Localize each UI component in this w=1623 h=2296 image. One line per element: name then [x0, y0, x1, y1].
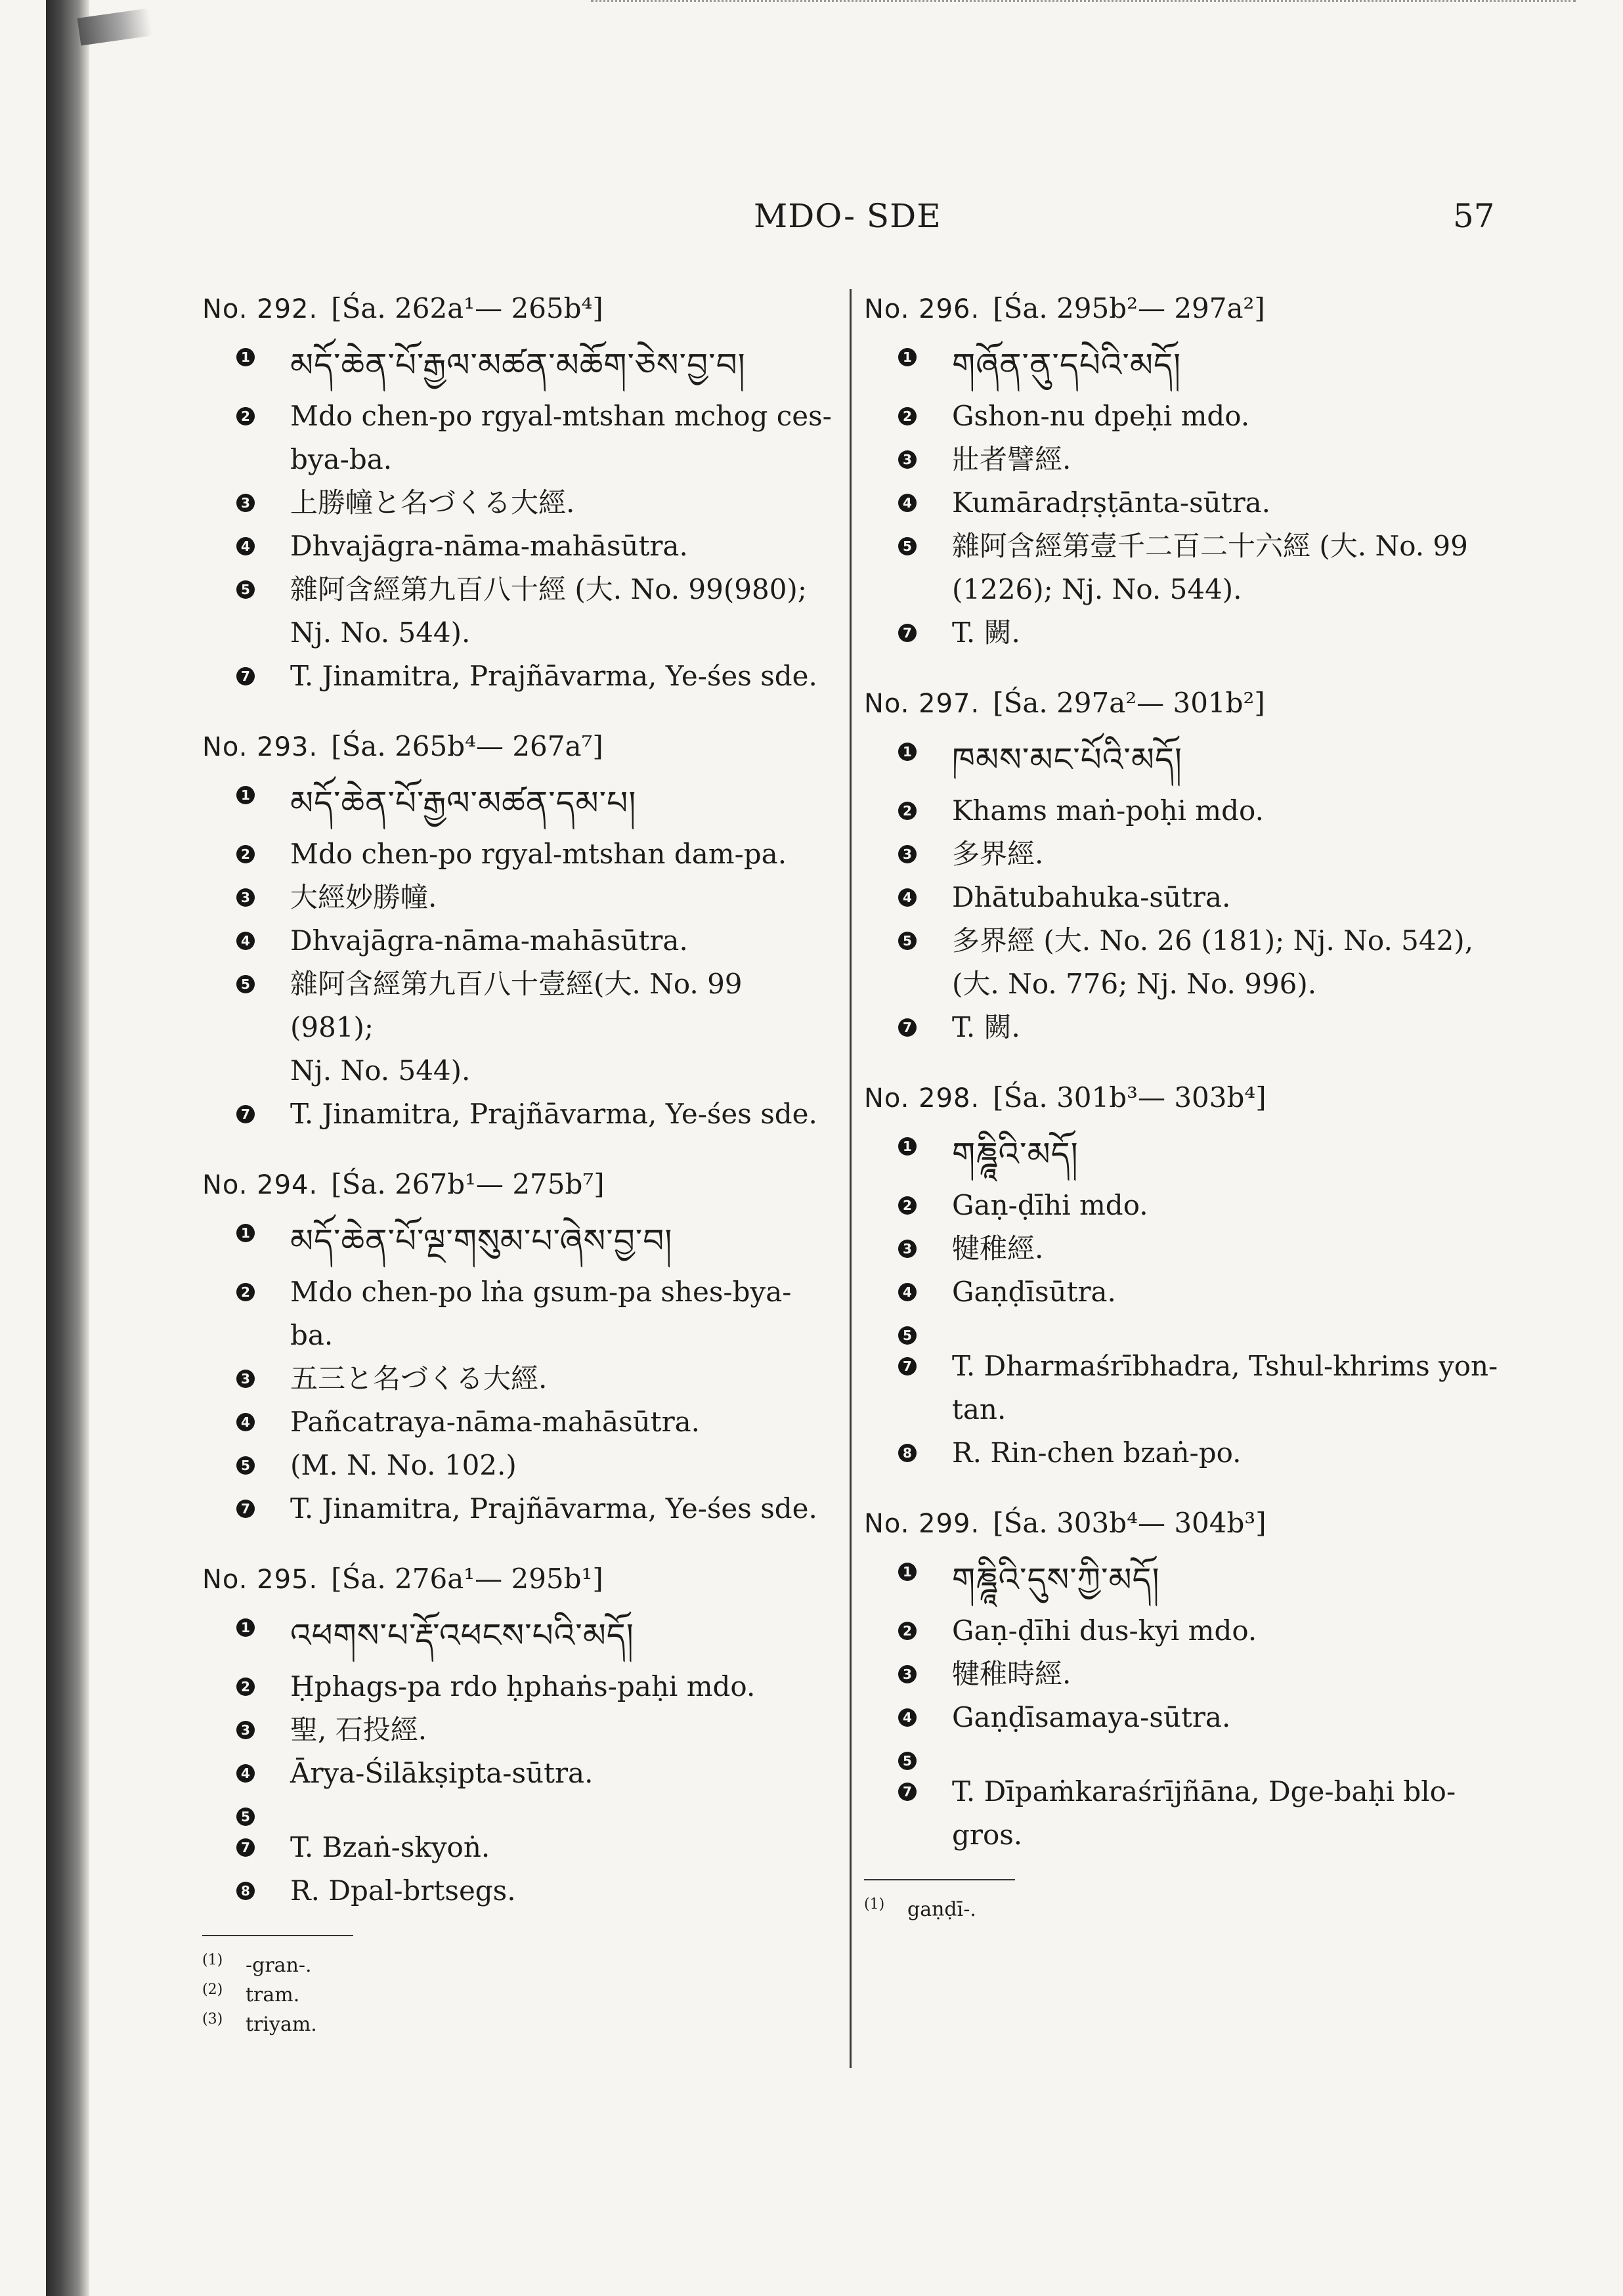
circled-number-marker: 5 — [898, 537, 917, 555]
entry-field — [864, 876, 1507, 919]
entry-field — [202, 1665, 833, 1708]
circled-number-marker: 8 — [236, 1882, 255, 1900]
footnote-mark: (1) — [202, 1952, 223, 1968]
field-text: T. Jinamitra, Prajñāvarma, Ye-śes sde. — [290, 1492, 817, 1525]
field-text: Dhvajāgra-nāma-mahāsūtra. — [290, 530, 688, 562]
entry-field — [864, 789, 1507, 833]
circled-number-marker: 4 — [236, 1413, 255, 1431]
field-text: 五三と名づくる大經. — [290, 1362, 548, 1395]
entry-number: No. 299. — [864, 1509, 980, 1539]
footnote-rule — [202, 1935, 353, 1936]
entry-field — [202, 481, 833, 525]
circled-number-marker: 1 — [236, 786, 255, 804]
entry-folio-ref: [Śa. 303b⁴— 304b³] — [993, 1507, 1266, 1539]
entry-field — [864, 438, 1507, 481]
entry-field — [202, 1093, 833, 1136]
footnote — [202, 1980, 833, 2010]
circled-number-marker: 3 — [236, 1370, 255, 1388]
circled-number-marker: 2 — [236, 1678, 255, 1696]
footnote-mark: (2) — [202, 1982, 223, 1998]
circled-number-marker: 7 — [236, 1838, 255, 1857]
entry-number: No. 292. — [202, 294, 318, 324]
tibetan-title: མདོ་ཆེན་པོ་རྒྱལ་མཚན་དམ་པ། — [290, 784, 637, 822]
circled-number-marker: 1 — [898, 743, 917, 761]
entry-field — [864, 1006, 1507, 1049]
catalog-entry — [864, 1497, 1507, 1857]
entry-folio-ref: [Śa. 295b²— 297a²] — [993, 292, 1265, 324]
entry-number: No. 295. — [202, 1565, 318, 1595]
entry-number: No. 294. — [202, 1170, 318, 1200]
entry-field — [864, 1431, 1507, 1475]
footnote-mark: (3) — [202, 2011, 223, 2027]
entry-field — [864, 1609, 1507, 1653]
circled-number-marker: 5 — [898, 1752, 917, 1770]
entry-header — [202, 282, 833, 336]
circled-number-marker: 1 — [898, 348, 917, 366]
field-text: Khams maṅ-poḥi mdo. — [952, 794, 1264, 827]
entry-field — [202, 773, 833, 833]
field-text: Dhātubahuka-sūtra. — [952, 881, 1231, 913]
footnote-text: triyam. — [246, 2013, 317, 2036]
circled-number-marker: 3 — [236, 494, 255, 512]
field-text: Gaṇḍīsamaya-sūtra. — [952, 1701, 1231, 1733]
circled-number-marker: 7 — [236, 1500, 255, 1518]
left-column — [202, 282, 833, 2039]
circled-number-marker: 3 — [898, 1665, 917, 1683]
entry-field — [202, 1487, 833, 1530]
entry-header — [202, 720, 833, 773]
top-edge-rule — [591, 0, 1576, 4]
field-text: T. 闕. — [952, 617, 1020, 649]
circled-number-marker: 7 — [898, 624, 917, 642]
field-text: (M. N. No. 102.) — [290, 1449, 517, 1481]
entry-field — [202, 655, 833, 698]
entry-field — [864, 1227, 1507, 1270]
circled-number-marker: 5 — [236, 1456, 255, 1475]
circled-number-marker: 4 — [236, 1764, 255, 1783]
circled-number-marker: 1 — [898, 1563, 917, 1581]
entry-field — [864, 611, 1507, 655]
circled-number-marker: 2 — [236, 845, 255, 863]
field-text: 上勝幢と名づくる大經. — [290, 487, 575, 519]
circled-number-marker: 7 — [236, 1105, 255, 1123]
field-text: R. Rin-chen bzaṅ-po. — [952, 1437, 1242, 1469]
footnote — [864, 1895, 1507, 1924]
footnote-text: -gran-. — [246, 1954, 312, 1977]
circled-number-marker: 7 — [898, 1018, 917, 1037]
circled-number-marker: 3 — [898, 845, 917, 863]
field-text: 雜阿含經第九百八十經 (大. No. 99(980); Nj. No. 544). — [290, 573, 807, 649]
entry-field — [202, 1270, 833, 1357]
field-text: T. Jinamitra, Prajñāvarma, Ye-śes sde. — [290, 660, 817, 692]
entry-header — [864, 282, 1507, 336]
entry-field — [202, 525, 833, 568]
circled-number-marker: 3 — [236, 888, 255, 907]
entry-field — [864, 1770, 1507, 1857]
entry-field — [202, 876, 833, 919]
field-text: 大經妙勝幢. — [290, 881, 437, 913]
entry-field — [864, 1184, 1507, 1227]
circled-number-marker: 4 — [898, 1283, 917, 1301]
field-text: Ārya-Śilākṣipta-sūtra. — [290, 1757, 594, 1789]
entry-number: No. 296. — [864, 294, 980, 324]
entry-field — [864, 336, 1507, 395]
field-text: Mdo chen-po lṅa gsum-pa shes-bya-ba. — [290, 1276, 792, 1351]
circled-number-marker: 7 — [236, 667, 255, 685]
entry-field — [202, 336, 833, 395]
entry-folio-ref: [Śa. 276a¹— 295b¹] — [331, 1563, 603, 1595]
entry-field — [864, 1696, 1507, 1739]
tibetan-title: གཎྜཱིའི་མདོ། — [952, 1135, 1079, 1173]
circled-number-marker: 5 — [898, 932, 917, 950]
entry-field — [202, 1708, 833, 1752]
circled-number-marker: 2 — [236, 407, 255, 425]
field-text: 犍稚經. — [952, 1232, 1044, 1265]
field-text: 多界經 (大. No. 26 (181); Nj. No. 542), (大. No. 776; Nj. No. 996). — [952, 924, 1474, 1000]
entry-field — [202, 963, 833, 1093]
tibetan-title: མདོ་ཆེན་པོ་རྒྱལ་མཚན་མཆོག་ཅེས་བྱ་བ། — [290, 346, 746, 384]
circled-number-marker: 2 — [898, 802, 917, 820]
entry-field — [202, 1444, 833, 1487]
field-text: Kumāradṛṣṭānta-sūtra. — [952, 487, 1271, 519]
entry-number: No. 297. — [864, 689, 980, 719]
footnote-rule — [864, 1879, 1015, 1880]
entry-number: No. 298. — [864, 1083, 980, 1114]
entry-number: No. 293. — [202, 732, 318, 762]
circled-number-marker: 1 — [236, 348, 255, 366]
field-text: Pañcatraya-nāma-mahāsūtra. — [290, 1406, 701, 1438]
field-text: Mdo chen-po rgyal-mtshan mchog ces- bya-ba. — [290, 400, 832, 475]
field-text: Gaṇḍīsūtra. — [952, 1276, 1116, 1308]
circled-number-marker: 7 — [898, 1357, 917, 1375]
entry-field — [202, 1752, 833, 1795]
field-text: T. Dīpaṁkaraśrījñāna, Dge-baḥi blo-gros. — [952, 1775, 1456, 1851]
field-text: 雜阿含經第九百八十壹經(大. No. 99 (981); Nj. No. 544). — [290, 968, 743, 1087]
circled-number-marker: 5 — [236, 580, 255, 599]
entry-header — [202, 1553, 833, 1606]
circled-number-marker: 4 — [898, 888, 917, 907]
circled-number-marker: 2 — [898, 407, 917, 425]
footnote-text: tram. — [246, 1983, 300, 2006]
circled-number-marker: 4 — [236, 932, 255, 950]
entry-field — [864, 833, 1507, 876]
entry-field — [864, 481, 1507, 525]
footnote-text: gaṇḍī-. — [907, 1898, 976, 1921]
entry-field — [864, 1739, 1507, 1770]
entry-folio-ref: [Śa. 262a¹— 265b⁴] — [331, 292, 603, 324]
entry-field — [202, 833, 833, 876]
field-text: 多界經. — [952, 838, 1044, 870]
entry-header — [864, 677, 1507, 730]
entry-field — [202, 1211, 833, 1270]
entry-field — [864, 730, 1507, 789]
entry-field — [202, 568, 833, 655]
circled-number-marker: 4 — [898, 1708, 917, 1727]
tibetan-title: གཞོན་ནུ་དཔེའི་མདོ། — [952, 346, 1182, 384]
field-text: Ḥphags-pa rdo ḥphaṅs-paḥi mdo. — [290, 1670, 756, 1702]
field-text: 犍稚時經. — [952, 1658, 1071, 1690]
entry-field — [864, 395, 1507, 438]
footnote-mark: (1) — [864, 1896, 885, 1913]
entry-field — [864, 1270, 1507, 1314]
catalog-entry — [864, 677, 1507, 1049]
right-column — [864, 282, 1507, 1924]
circled-number-marker: 1 — [236, 1224, 255, 1242]
field-text: Gaṇ-ḍīhi mdo. — [952, 1189, 1148, 1221]
entry-field — [202, 919, 833, 963]
circled-number-marker: 3 — [898, 450, 917, 469]
catalog-entry — [202, 282, 833, 698]
entry-field — [864, 1125, 1507, 1184]
field-text: 壯者譬經. — [952, 443, 1071, 475]
entry-folio-ref: [Śa. 267b¹— 275b⁷] — [331, 1168, 605, 1200]
field-text: Dhvajāgra-nāma-mahāsūtra. — [290, 924, 688, 957]
footnote — [202, 2010, 833, 2039]
entry-field — [864, 1345, 1507, 1431]
field-text: T. Dharmaśrībhadra, Tshul-khrims yon- tan. — [952, 1350, 1498, 1425]
circled-number-marker: 3 — [236, 1721, 255, 1739]
entry-field — [202, 1869, 833, 1913]
field-text: T. Bzaṅ-skyoṅ. — [290, 1831, 490, 1863]
tibetan-title: གཎྜཱིའི་དུས་ཀྱི་མདོ། — [952, 1561, 1160, 1599]
circled-number-marker: 5 — [236, 1808, 255, 1826]
entry-field — [864, 525, 1507, 611]
field-text: 聖, 石投經. — [290, 1714, 427, 1746]
entry-folio-ref: [Śa. 301b³— 303b⁴] — [993, 1081, 1266, 1114]
running-header: MDO- SDE — [754, 197, 941, 235]
entry-field — [202, 1606, 833, 1665]
tibetan-title: ཁམས་མང་པོའི་མདོ། — [952, 741, 1182, 779]
field-text: R. Dpal-brtsegs. — [290, 1874, 516, 1907]
circled-number-marker: 5 — [898, 1326, 917, 1345]
entry-header — [864, 1072, 1507, 1125]
catalog-entry — [864, 1072, 1507, 1475]
field-text: T. 闕. — [952, 1011, 1020, 1043]
field-text: Gshon-nu dpeḥi mdo. — [952, 400, 1250, 432]
entry-field — [202, 1357, 833, 1400]
entry-folio-ref: [Śa. 297a²— 301b²] — [993, 687, 1265, 719]
book-binding-shadow — [46, 0, 89, 2296]
circled-number-marker: 2 — [236, 1283, 255, 1301]
catalog-entry — [202, 720, 833, 1136]
circled-number-marker: 1 — [898, 1137, 917, 1156]
field-text: 雜阿含經第壹千二百二十六經 (大. No. 99 (1226); Nj. No. 544). — [952, 530, 1468, 605]
footnote — [202, 1951, 833, 1980]
circled-number-marker: 1 — [236, 1618, 255, 1637]
circled-number-marker: 8 — [898, 1444, 917, 1462]
entry-field — [864, 1653, 1507, 1696]
entry-header — [202, 1158, 833, 1211]
page-number: 57 — [1453, 197, 1495, 235]
entry-field — [864, 919, 1507, 1006]
catalog-entry — [202, 1553, 833, 1913]
field-text: Gaṇ-ḍīhi dus-kyi mdo. — [952, 1614, 1257, 1647]
circled-number-marker: 4 — [236, 537, 255, 555]
circled-number-marker: 2 — [898, 1622, 917, 1640]
circled-number-marker: 3 — [898, 1240, 917, 1258]
entry-field — [202, 1795, 833, 1826]
tibetan-title: འཕགས་པ་རྡོ་འཕངས་པའི་མདོ། — [290, 1616, 634, 1655]
field-text: Mdo chen-po rgyal-mtshan dam-pa. — [290, 838, 787, 870]
circled-number-marker: 7 — [898, 1783, 917, 1801]
column-divider — [850, 289, 852, 2068]
circled-number-marker: 5 — [236, 975, 255, 993]
entry-folio-ref: [Śa. 265b⁴— 267a⁷] — [331, 730, 603, 762]
entry-field — [864, 1550, 1507, 1609]
catalog-entry — [864, 282, 1507, 655]
catalog-entry — [202, 1158, 833, 1530]
tibetan-title: མདོ་ཆེན་པོ་ལྔ་གསུམ་པ་ཞེས་བྱ་བ། — [290, 1222, 673, 1260]
entry-header — [864, 1497, 1507, 1550]
field-text: T. Jinamitra, Prajñāvarma, Ye-śes sde. — [290, 1098, 817, 1130]
entry-field — [864, 1314, 1507, 1345]
entry-field — [202, 395, 833, 481]
entry-field — [202, 1400, 833, 1444]
circled-number-marker: 2 — [898, 1196, 917, 1215]
entry-field — [202, 1826, 833, 1869]
circled-number-marker: 4 — [898, 494, 917, 512]
